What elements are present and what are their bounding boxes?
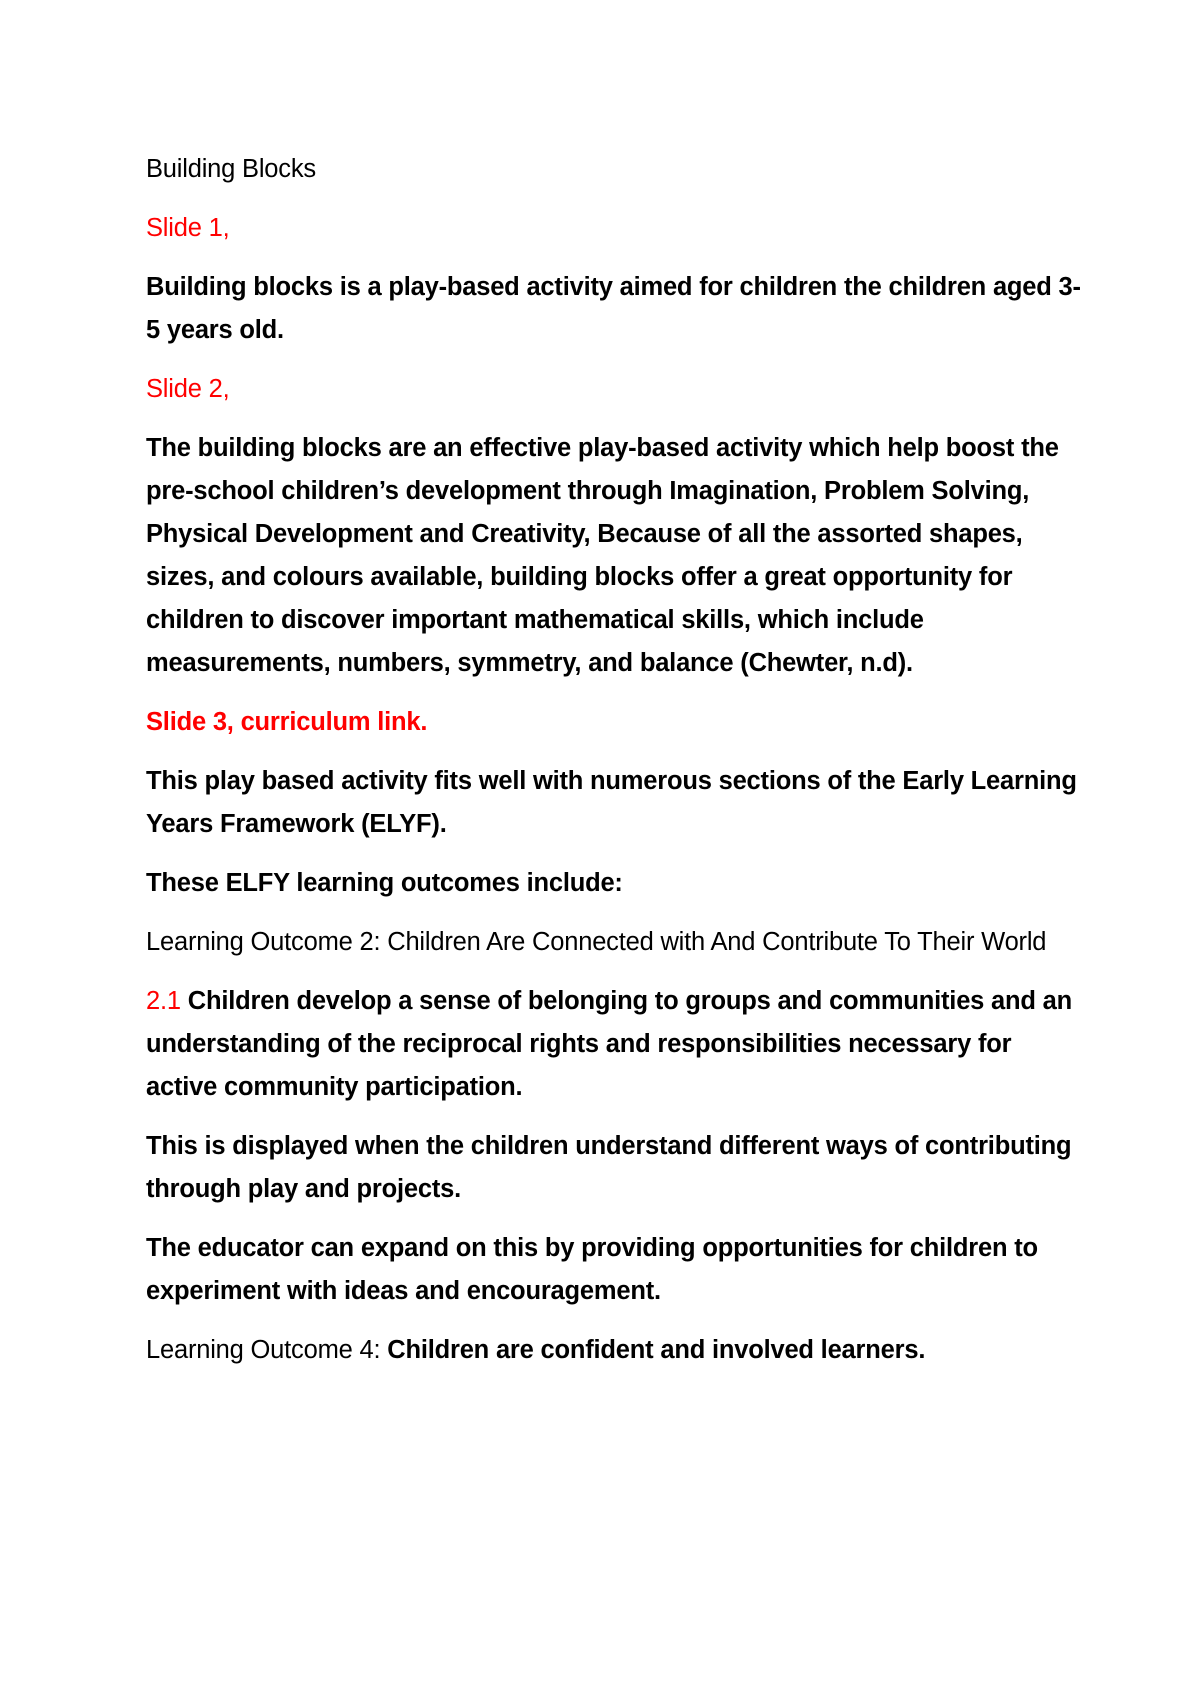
slide-3-intro — [146, 760, 1086, 846]
document-title: Building Blocks — [146, 155, 316, 183]
educator-paragraph: The educator can expand on this by providing opportunities for children to experiment with ideas and encouragement. — [146, 1234, 1038, 1305]
slide-2-body: The building blocks are an effective play-based activity which help boost the pre-school children’s development through Imagination, Problem Solving, Physical Development and Creativity, Because of all the assorted shapes, sizes, and colours available, building blocks offer a great opportunity for children to discover important mathematical skills, which include measurements, numbers, symmetry, and balance (Chewter, n.d). — [146, 434, 1059, 677]
slide-3-heading: Slide 3, curriculum link. — [146, 708, 428, 736]
learning-outcome-4-label: Learning Outcome 4: — [146, 1336, 381, 1364]
item-2-1-number: 2.1 — [146, 987, 181, 1015]
slide-2-heading: Slide 2, — [146, 375, 230, 403]
item-2-1-text: Children develop a sense of belonging to groups and communities and an understanding of the reciprocal rights and responsibilities necessary for active community participation. — [146, 987, 1073, 1101]
learning-outcome-4 — [146, 1329, 1086, 1372]
learning-outcome-4-text: Children are confident and involved learners. — [387, 1336, 926, 1364]
slide-1-heading: Slide 1, — [146, 214, 230, 242]
learning-outcome-2: Learning Outcome 2: Children Are Connected with And Contribute To Their World — [146, 928, 1047, 956]
item-2-1 — [146, 980, 1086, 1109]
slide-3-intro-text: This play based activity fits well with numerous sections of the Early Learning Years Framework (ELYF). — [146, 767, 1077, 838]
slide-1-body: Building blocks is a play-based activity aimed for children the children aged 3-5 years old. — [146, 273, 1081, 344]
outcomes-intro: These ELFY learning outcomes include: — [146, 869, 623, 897]
document-body — [146, 148, 1086, 1388]
displayed-paragraph: This is displayed when the children understand different ways of contributing through play and projects. — [146, 1132, 1072, 1203]
